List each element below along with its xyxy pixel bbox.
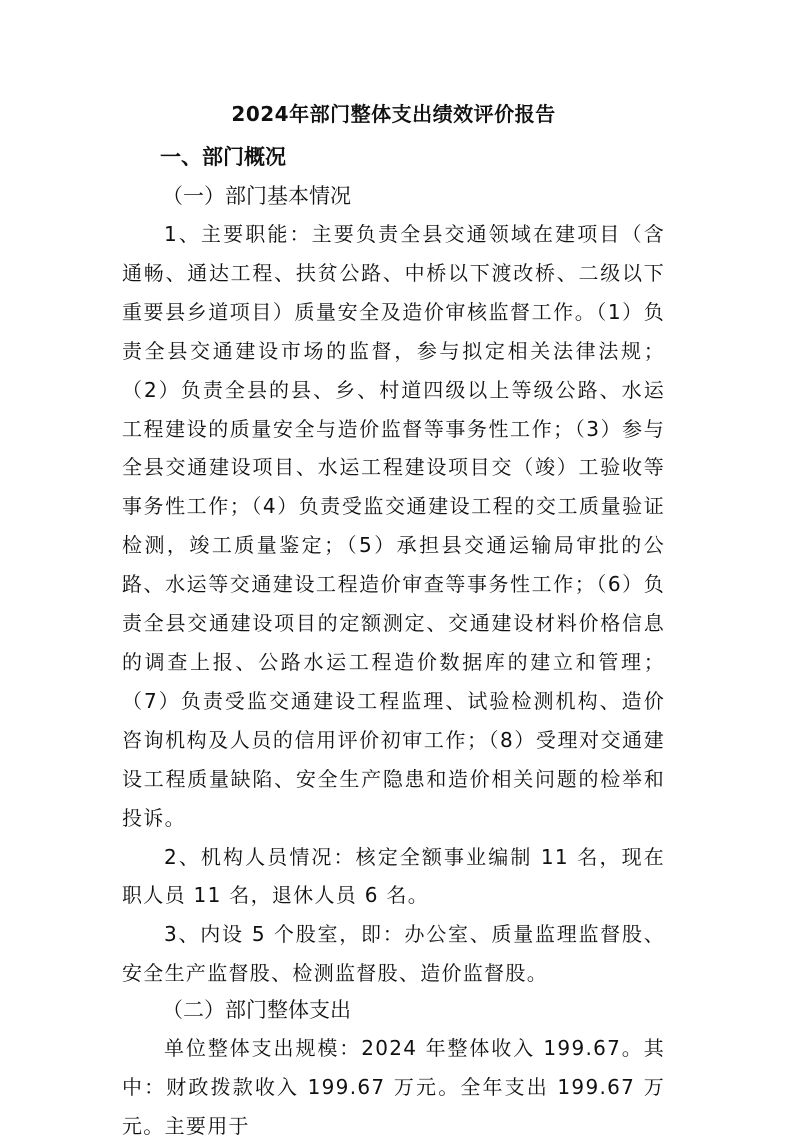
paragraph-internal-departments: 3、内设 5 个股室，即：办公室、质量监理监督股、安全生产监督股、检测监督股、造价监督股。 bbox=[122, 922, 665, 986]
subsection-heading-basic-info: （一）部门基本情况 bbox=[162, 184, 351, 208]
paragraph-staffing: 2、机构人员情况：核定全额事业编制 11 名，现在职人员 11 名，退休人员 6 名。 bbox=[122, 844, 665, 908]
section-heading-overview: 一、部门概况 bbox=[160, 145, 286, 169]
document-title: 2024年部门整体支出绩效评价报告 bbox=[231, 102, 556, 126]
paragraph-main-duties: 1、主要职能：主要负责全县交通领域在建项目（含通畅、通达工程、扶贫公路、中桥以下渡改桥、二级以下重要县乡道项目）质量安全及造价审核监督工作。（1）负责全县交通建设市场的监督，参与拟定相关法律法规；（2）负责全县的县、乡、村道四级以上等级公路、水运工程建设的质量安全与造价监督等事务性工作；（3）参与全县交通建设项目、水运工程建设项目交（竣）工验收等事务性工作；（4）负责受监交通建设工程的交工质量验证检测，竣工质量鉴定；（5）承担县交通运输局审批的公路、水运等交通建设工程造价审查等事务性工作；（6）负责全县交通建设项目的定额测定、交通建设材料价格信息的调查上报、公路水运工程造价数据库的建立和管理；（7）负责受监交通建设工程监理、试验检测机构、造价咨询机构及人员的信用评价初审工作；（8）受理对交通建设工程质量缺陷、安全生产隐患和造价相关问题的检举和投诉。 bbox=[122, 222, 665, 830]
subsection-heading-overall-expenditure: （二）部门整体支出 bbox=[162, 998, 351, 1023]
paragraph-expenditure-scale: 单位整体支出规模：2024 年整体收入 199.67。其中：财政拨款收入 199.67 万元。全年支出 199.67 万元。主要用于 bbox=[122, 1036, 665, 1138]
